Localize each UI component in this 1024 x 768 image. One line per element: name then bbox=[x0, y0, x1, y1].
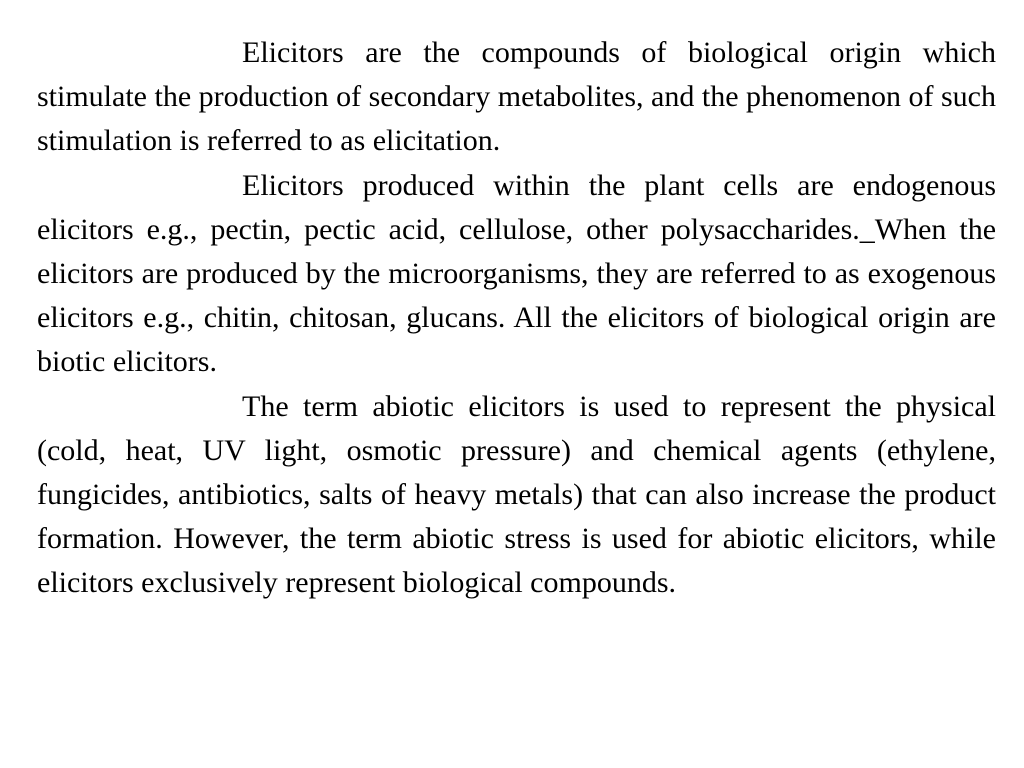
paragraph-text-part-1: Elicitors produced within the plant cells are endogenous elicitors e.g., pectin, pectic acid, cellulose, other polysaccharides. bbox=[37, 169, 996, 246]
paragraph-text: Elicitors are the compounds of biological origin which stimulate the production of secondary metabolites, and the phenomenon of such stimulation is referred to as elicitation. bbox=[37, 36, 996, 157]
underscore-mark: _ bbox=[859, 213, 875, 246]
paragraph-text-part-2: When the elicitors are produced by the microorganisms, they are referred to as exogenous elicitors e.g., chitin, chitosan, glucans. All the elicitors of biological origin are biotic elicitors. bbox=[37, 213, 997, 378]
paragraph-abiotic-elicitors bbox=[37, 385, 996, 605]
paragraph-text: The term abiotic elicitors is used to represent the physical (cold, heat, UV light, osmotic pressure) and chemical agents (ethylene, fungicides, antibiotics, salts of heavy metals) that can also increase the product formation. However, the term abiotic stress is used for abiotic elicitors, while elicitors exclusively represent biological compounds. bbox=[37, 390, 996, 599]
paragraph-elicitors-definition bbox=[37, 31, 996, 163]
document-page bbox=[37, 31, 996, 605]
paragraph-endogenous-exogenous bbox=[37, 164, 996, 384]
